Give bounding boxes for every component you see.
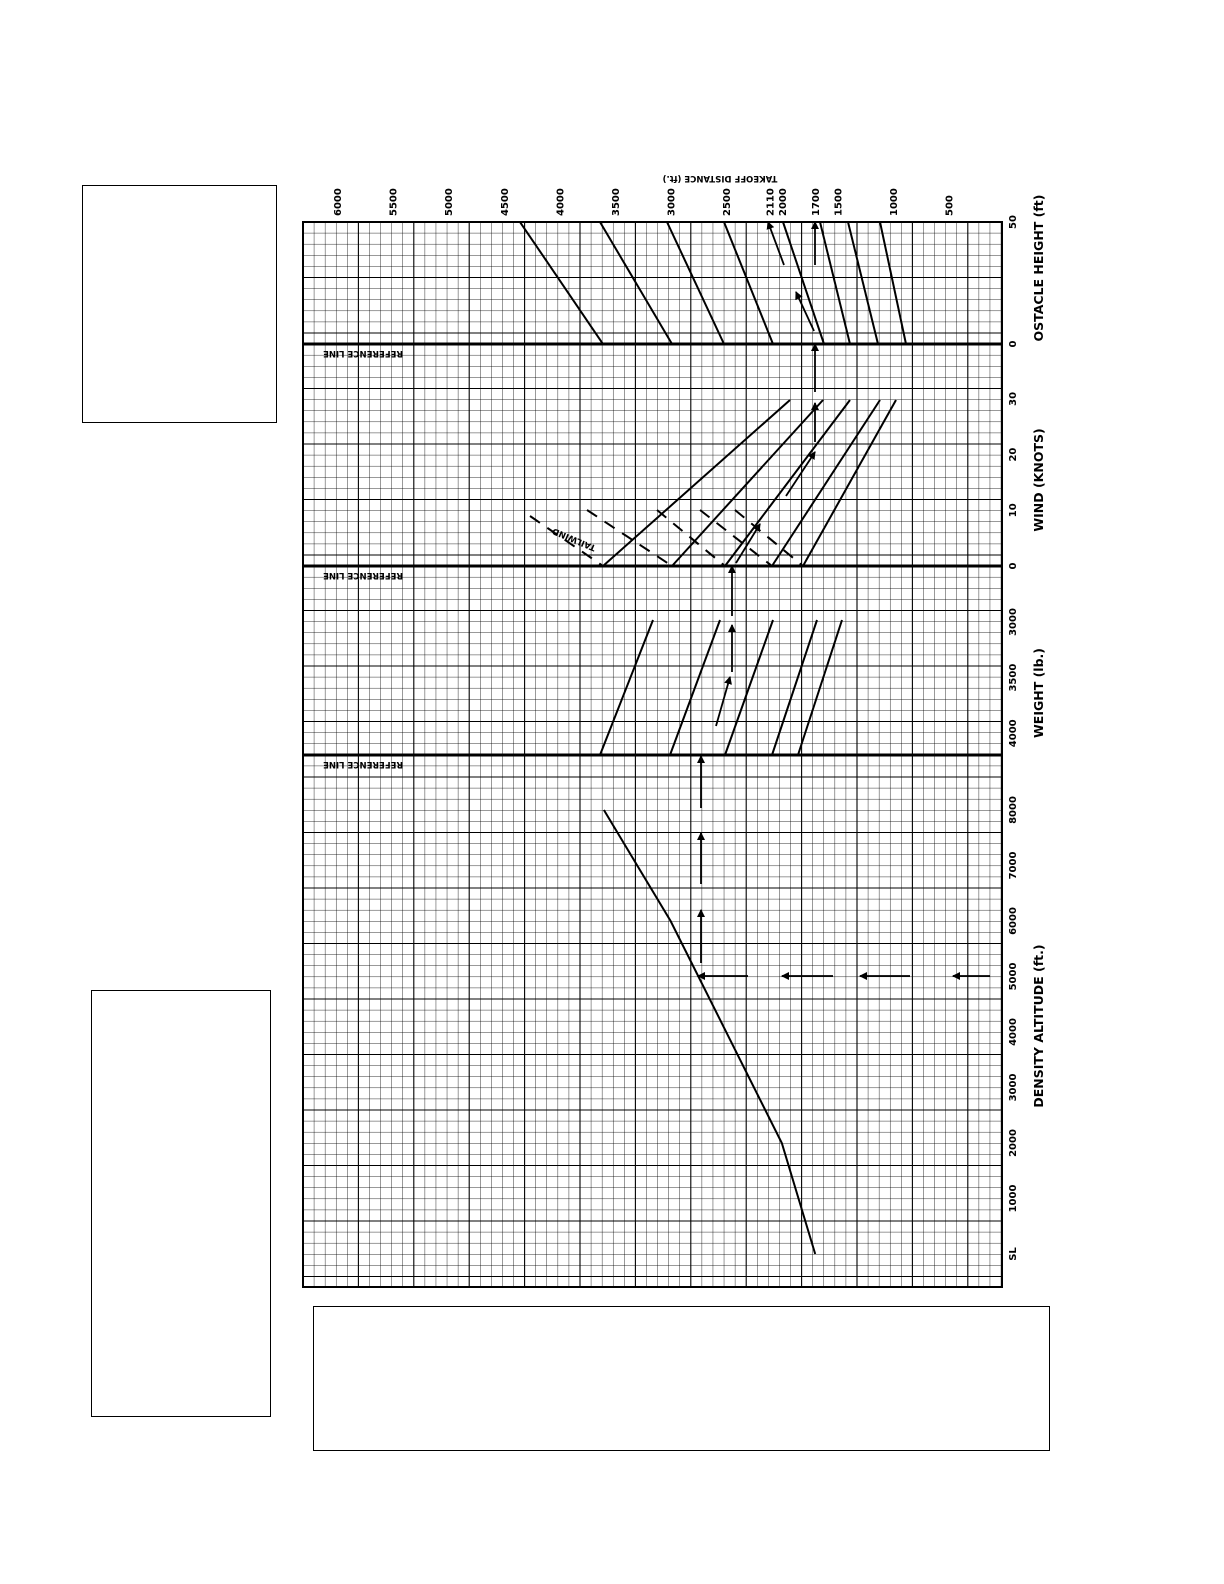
top-tick-label: 5000 xyxy=(444,188,456,216)
top-tick-label: 2500 xyxy=(722,188,734,216)
top-tick-label: 3000 xyxy=(666,188,678,216)
weight-guide-line xyxy=(772,620,817,755)
right-tick-label: 5000 xyxy=(1008,962,1019,991)
top-extra-tick-label: 1700 xyxy=(811,188,823,216)
right-tick-label: 50 xyxy=(1008,215,1019,229)
obstacle-guide-line xyxy=(667,222,724,344)
example-path xyxy=(698,222,990,976)
right-tick-label: 6000 xyxy=(1008,907,1019,935)
top-axis-ticks xyxy=(333,188,956,216)
major-gridlines xyxy=(303,222,1002,1287)
right-tick-label: 8000 xyxy=(1008,796,1019,824)
right-tick-label: 0 xyxy=(1008,562,1019,570)
right-tick-label: 20 xyxy=(1008,447,1019,462)
headwind-guide-line xyxy=(803,400,896,566)
section-label-obstacle: OSTACLE HEIGHT (ft) xyxy=(1031,194,1046,342)
section-label-weight: WEIGHT (lb.) xyxy=(1031,648,1046,738)
obstacle-guide-line xyxy=(724,222,773,344)
top-tick-label: 6000 xyxy=(333,188,344,216)
ref-label-obstacle: REFERENCE LINE xyxy=(323,348,403,358)
example-arrow xyxy=(716,677,730,726)
right-tick-label: 3000 xyxy=(1008,1073,1019,1102)
obstacle-guide-line xyxy=(600,222,672,344)
obstacle-guide-line xyxy=(520,222,603,344)
right-tick-label: 10 xyxy=(1008,503,1019,518)
section-label-wind: WIND (KNOTS) xyxy=(1031,428,1046,532)
top-tick-label: 5500 xyxy=(388,188,400,216)
right-tick-label: 4000 xyxy=(1008,719,1019,748)
top-axis-label: TAKEOFF DISTANCE (ft.) xyxy=(662,173,778,183)
top-tick-label: 500 xyxy=(944,195,956,216)
top-tick-label: 2000 xyxy=(777,188,789,216)
right-tick-label: 2000 xyxy=(1008,1129,1019,1157)
right-tick-label: SL xyxy=(1008,1247,1019,1261)
ref-label-weight: REFERENCE LINE xyxy=(323,759,403,769)
top-tick-label: 3500 xyxy=(611,188,622,216)
headwind-guide-line xyxy=(603,400,790,566)
tailwind-guide-line xyxy=(587,510,672,566)
top-tick-label: 1000 xyxy=(889,188,900,216)
tailwind-label: TAILWIND xyxy=(550,525,598,553)
weight-guide-line xyxy=(798,620,842,755)
obstacle-guide-line xyxy=(783,222,824,344)
weight-guide-line xyxy=(600,620,653,755)
obstacle-guide-line xyxy=(880,222,906,344)
example-arrow xyxy=(796,292,814,331)
top-extra-tick-label: 2110 xyxy=(765,188,777,216)
ref-label-wind: REFERENCE LINE xyxy=(323,570,403,580)
right-tick-label: 4000 xyxy=(1008,1018,1019,1046)
top-tick-label: 4500 xyxy=(499,188,511,216)
right-axis-ticks xyxy=(1008,215,1019,1261)
right-tick-label: 0 xyxy=(1008,340,1019,348)
example-arrow xyxy=(768,222,784,265)
right-tick-label: 1000 xyxy=(1008,1184,1019,1213)
top-tick-label: 4000 xyxy=(555,188,567,216)
right-tick-label: 3000 xyxy=(1008,608,1019,636)
weight-guide-line xyxy=(670,620,720,755)
right-tick-label: 30 xyxy=(1008,391,1019,406)
obstacle-guide-line xyxy=(848,222,878,344)
right-tick-label: 7000 xyxy=(1008,851,1019,880)
right-tick-label: 3500 xyxy=(1008,663,1019,692)
section-label-altitude: DENSITY ALTITUDE (ft.) xyxy=(1031,944,1046,1108)
top-tick-label: 1500 xyxy=(833,188,845,216)
example-arrow xyxy=(736,524,760,563)
